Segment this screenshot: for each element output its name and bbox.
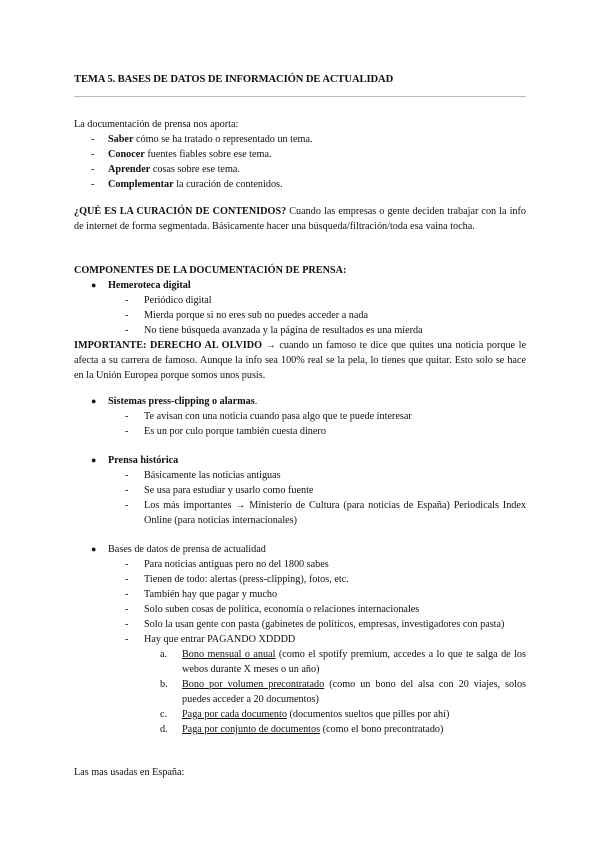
- list-item-pago: a. Bono mensual o anual (como el spotify premium, accedes a lo que te salga de los webos durante X meses o un año): [160, 649, 526, 675]
- list-item: - Conocer fuentes fiables sobre ese tema.: [91, 149, 272, 160]
- list-item: - Solo la usan gente con pasta (gabinetes de políticos, empresas, investigadores con pasta): [125, 619, 505, 630]
- componentes-section: [74, 263, 526, 383]
- list-item: - Para noticias antiguas pero no del 1800 sabes: [125, 559, 329, 570]
- list-item-bases: ● Bases de datos de prensa de actualidad: [91, 544, 266, 555]
- list-item-sistemas: ● Sistemas press-clipping o alarmas.: [91, 396, 258, 407]
- closing-text: Las mas usadas en España:: [74, 767, 185, 778]
- list-item: - Básicamente las noticias antiguas: [125, 470, 281, 481]
- list-item: - No tiene búsqueda avanzada y la página de resultados es una mierda: [125, 325, 423, 336]
- importante-paragraph: IMPORTANTE: DERECHO AL OLVIDO → cuando un famoso te dice que quites una noticia porque le afecta a su carrera de famoso. Aunque la info sea 100% real se la pela, lo tienes que quitar. Esto solo se hace en la Unión Europea porque somos unos pusis.: [74, 340, 526, 381]
- bullet-icon: ●: [91, 396, 97, 406]
- curacion-question: ¿QUÉ ES LA CURACIÓN DE CONTENIDOS?: [74, 206, 287, 217]
- list-item: - Saber cómo se ha tratado o representado un tema.: [91, 134, 313, 145]
- bases-section: [74, 542, 526, 737]
- bullet-icon: ●: [91, 280, 97, 290]
- list-item-pago: d. Paga por conjunto de documentos (como el bono precontratado): [160, 724, 444, 735]
- list-item-pago: c. Paga por cada documento (documentos sueltos que pilles por ahí): [160, 709, 450, 720]
- arrow-icon: →: [262, 340, 280, 351]
- curacion-answer: Cuando las empresas o gente deciden trabajar con la info de internet de forma segmentada. Básicamente hacer una búsqueda/filtración/toda esa vaina tocha.: [74, 206, 526, 232]
- list-item: - Complementar la curación de contenidos.: [91, 179, 283, 190]
- list-item: - Los más importantes → Ministerio de Cultura (para noticias de España) Periodicals Index Online (para noticias internacionales): [125, 500, 526, 526]
- historica-section: [74, 453, 526, 528]
- page-title: TEMA 5. BASES DE DATOS DE INFORMACIÓN DE ACTUALIDAD: [74, 74, 394, 85]
- bullet-icon: ●: [91, 544, 97, 554]
- list-item: - Periódico digital: [125, 295, 212, 306]
- list-item: - Te avisan con una noticia cuando pasa algo que te puede interesar: [125, 411, 412, 422]
- list-item: - Mierda porque si no eres sub no puedes acceder a nada: [125, 310, 369, 321]
- curacion-paragraph: [74, 204, 526, 234]
- list-item: - Hay que entrar PAGANDO XDDDD: [125, 634, 296, 645]
- list-item-historica: ● Prensa histórica: [91, 455, 179, 466]
- list-item: - Tienen de todo: alertas (press-clipping), fotos, etc.: [125, 574, 349, 585]
- list-item-hemeroteca: ● Hemeroteca digital: [91, 280, 191, 291]
- list-item: - Solo suben cosas de política, economía o relaciones internacionales: [125, 604, 420, 615]
- list-item: - Aprender cosas sobre ese tema.: [91, 164, 240, 175]
- list-item: - Es un por culo porque también cuesta dinero: [125, 426, 326, 437]
- list-item: - Se usa para estudiar y usarlo como fuente: [125, 485, 314, 496]
- componentes-heading: COMPONENTES DE LA DOCUMENTACIÓN DE PRENSA:: [74, 265, 347, 276]
- sistemas-section: [74, 394, 526, 439]
- intro-section: [74, 117, 526, 192]
- bullet-icon: ●: [91, 455, 97, 465]
- list-item-pago: b. Bono por volumen precontratado (como un bono del alsa con 20 viajes, solos puedes acceder a 20 documentos): [160, 679, 527, 705]
- list-item: - También hay que pagar y mucho: [125, 589, 278, 600]
- intro-text: La documentación de prensa nos aporta:: [74, 119, 239, 130]
- title-divider: [74, 96, 526, 97]
